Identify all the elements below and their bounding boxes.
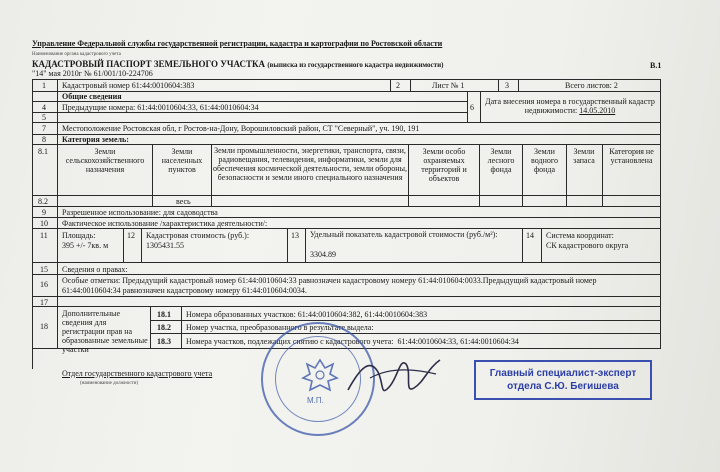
removed-plots: Номера участков, подлежащих снятию с кадастрового учета: 61:44:0010604:33, 61:44:0010604:34	[186, 337, 519, 346]
row-number: 13	[291, 231, 299, 240]
row-number: 9	[42, 208, 46, 217]
divider	[467, 91, 468, 122]
divider	[152, 144, 153, 206]
frame-right	[660, 79, 661, 349]
land-category-label: Категория земель:	[62, 135, 129, 144]
category-agricultural: Земли сельскохозяйственного назначения	[65, 147, 145, 174]
divider	[410, 79, 411, 91]
row-number: 8.1	[38, 147, 48, 156]
category-settlements: Земли населенных пунктов	[161, 147, 203, 174]
rule	[32, 274, 660, 275]
section-general-info: Общие сведения	[62, 92, 122, 101]
rule	[32, 91, 660, 92]
additional-info-label: Дополнительные сведения для регистрации прав на образованные земельные участки	[62, 309, 148, 354]
category-forest: Земли лесного фонда	[487, 147, 515, 174]
rule	[32, 262, 660, 263]
rule	[32, 296, 660, 297]
divider	[390, 79, 391, 91]
divider	[408, 144, 409, 206]
row-number: 17	[40, 298, 48, 307]
document-title: КАДАСТРОВЫЙ ПАСПОРТ ЗЕМЕЛЬНОГО УЧАСТКА (выписка из государственного кадастра недвижимости)	[32, 59, 444, 69]
agency-name: Управление Федеральной службы государственной регистрации, кадастра и картографии по Ростовской области	[32, 39, 443, 48]
row-number: 2	[396, 81, 400, 90]
row-number: 8	[42, 135, 46, 144]
official-name: отдела С.Ю. Бегишева	[507, 381, 619, 392]
divider	[123, 228, 124, 262]
rule	[32, 112, 467, 113]
row-number: 15	[40, 265, 48, 274]
total-sheets: Всего листов: 2	[565, 81, 618, 90]
category-not-established: Категория не установлена	[609, 147, 654, 165]
coordinate-system: СК кадастрового округа	[546, 241, 629, 250]
row-number: 18.1	[157, 310, 171, 319]
divider	[141, 228, 142, 262]
row-number: 14	[526, 231, 534, 240]
special-notes-line2: 61:44:0010604:34 равнозначен кадастровому номеру 61:44:010604:0034.	[62, 286, 307, 295]
rule	[32, 79, 660, 80]
department-name: Отдел государственного кадастрового учета	[62, 369, 213, 378]
rule	[32, 122, 660, 123]
rule	[32, 217, 660, 218]
category-water: Земли водного фонда	[531, 147, 558, 174]
divider	[479, 144, 480, 206]
signature	[340, 338, 450, 408]
divider	[480, 91, 481, 122]
row-number: 16	[40, 280, 48, 289]
coordinate-system-label: Система координат:	[546, 231, 614, 240]
divider	[541, 228, 542, 262]
divider	[602, 144, 603, 206]
divider	[305, 228, 306, 262]
number-column-divider	[57, 79, 58, 348]
rule	[150, 333, 660, 334]
rule	[32, 228, 660, 229]
divider	[181, 306, 182, 348]
divider	[150, 306, 151, 348]
row-number: 6	[470, 103, 474, 112]
row-number: 18	[40, 322, 48, 331]
area-label: Площадь:	[62, 231, 96, 240]
divider	[287, 228, 288, 262]
eagle-emblem-icon	[299, 354, 341, 396]
category-mark: весь	[176, 197, 191, 206]
cadastral-number: Кадастровый номер 61:44:0010604:383	[62, 81, 195, 90]
previous-numbers: Предыдущие номера: 61:44:0010604:33, 61:44:0010604:34	[62, 103, 259, 112]
category-industrial: Земли промышленности, энергетики, транспорта, связи, радиовещания, телевидения, информатики, земли для обеспечения космической деятельности, земли обороны, безопасности и земли иного специального назначения	[213, 146, 407, 182]
document-date-number: "14" мая 2010г № 61/001/10-224706	[32, 69, 153, 78]
rule	[32, 206, 660, 207]
divider	[522, 144, 523, 206]
permitted-use: Разрешенное использование: для садоводства	[62, 208, 218, 217]
transformed-plot: Номер участка, преобразованного в результате выдела:	[186, 323, 374, 332]
special-notes-line1: Особые отметки: Предыдущий кадастровый номер 61:44:0010604:33 равнозначен кадастровому номеру 61:44:010604:0033.Предыдущий кадастровый номер	[62, 276, 597, 285]
row-number: 4	[42, 103, 46, 112]
specific-value-label: Удельный показатель кадастровой стоимости (руб./м²):	[310, 230, 498, 239]
form-code: В.1	[650, 61, 662, 70]
rule	[150, 320, 660, 321]
stamp-text: М.П.	[307, 396, 324, 405]
row-number: 18.2	[157, 323, 171, 332]
category-protected: Земли особо охраняемых территорий и объектов	[421, 147, 467, 183]
divider	[498, 79, 499, 91]
agency-caption: Наименование органа кадастрового учета	[32, 52, 121, 57]
rights-info: Сведения о правах:	[62, 265, 128, 274]
rule	[32, 306, 660, 307]
rule	[32, 101, 467, 102]
specific-value: 3304.89	[310, 250, 336, 259]
category-reserve: Земли запаса	[573, 147, 595, 165]
sheet-number: Лист № 1	[432, 81, 465, 90]
row-number: 5	[42, 113, 46, 122]
row-number: 10	[40, 219, 48, 228]
row-number: 18.3	[157, 337, 171, 346]
cadastral-value-label: Кадастровая стоимость (руб.):	[146, 231, 250, 240]
divider	[518, 79, 519, 91]
divider	[522, 228, 523, 262]
row-number: 3	[505, 81, 509, 90]
formed-plots: Номера образованных участков: 61:44:0010604:382, 61:44:0010604:383	[186, 310, 428, 319]
area-value: 395 +/- 7кв. м	[62, 241, 109, 250]
row-number: 8.2	[38, 197, 48, 206]
department-caption: (наименование должности)	[80, 381, 139, 386]
official-title-stamp	[474, 360, 652, 400]
cadastral-value: 1305431.55	[146, 241, 184, 250]
row-number: 7	[42, 124, 46, 133]
row-number: 12	[127, 231, 135, 240]
entry-date: Дата внесения номера в государственный кадастр недвижимости: 14.05.2010	[485, 97, 655, 115]
row-number: 1	[42, 81, 46, 90]
official-position: Главный специалист-эксперт	[489, 368, 637, 379]
row-number: 11	[40, 231, 48, 240]
divider	[211, 144, 212, 206]
location: Местоположение Ростовская обл, г Ростов-на-Дону, Ворошиловский район, СТ "Северный", уч. 190, 191	[62, 124, 420, 133]
actual-use: Фактическое использование /характеристика деятельности/:	[62, 219, 268, 228]
